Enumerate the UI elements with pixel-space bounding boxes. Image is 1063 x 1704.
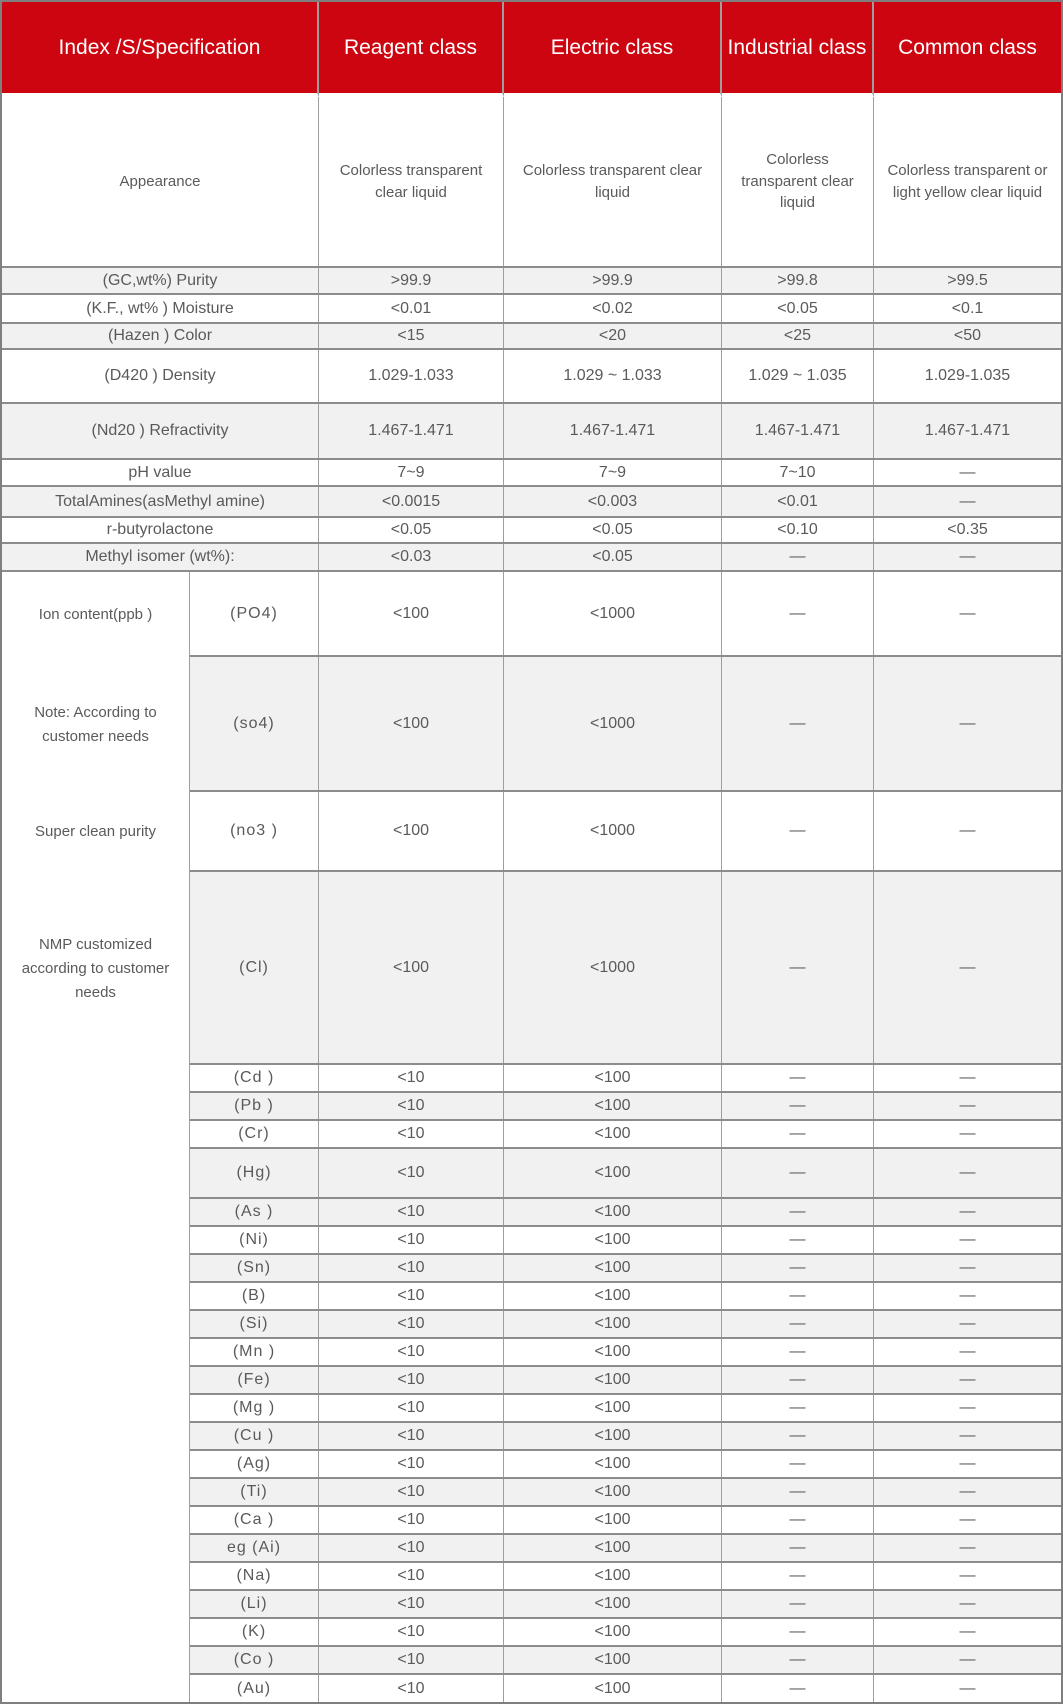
industrial-class-value: — — [722, 1675, 874, 1703]
reagent-class-value: <10 — [319, 1149, 504, 1197]
ion-row — [190, 1255, 1061, 1283]
spec-row-label: (D420 ) Density — [2, 350, 319, 402]
reagent-class-value: <10 — [319, 1283, 504, 1309]
electric-class-value: <100 — [504, 1149, 722, 1197]
spec-row — [2, 544, 1061, 572]
electric-class-value: <100 — [504, 1227, 722, 1253]
common-class-value: — — [959, 1287, 976, 1305]
reagent-class-value: 1.467-1.471 — [319, 404, 504, 458]
common-class-value: — — [959, 1427, 976, 1445]
industrial-class-value: — — [722, 1423, 874, 1449]
reagent-class-value: <10 — [319, 1647, 504, 1673]
electric-class-value: <100 — [504, 1093, 722, 1119]
industrial-class-value: — — [722, 1563, 874, 1589]
common-class-value: — — [959, 1259, 976, 1277]
reagent-class-value: <10 — [319, 1121, 504, 1147]
ion-row — [190, 1283, 1061, 1311]
industrial-class-value: 7~10 — [722, 460, 874, 485]
spec-row — [2, 324, 1061, 350]
reagent-class-value: <10 — [319, 1619, 504, 1645]
common-class-value: 1.029-1.035 — [924, 367, 1011, 385]
header-cell-electric-class: Electric class — [504, 2, 722, 97]
ion-row — [190, 1619, 1061, 1647]
reagent-class-value: <0.03 — [319, 544, 504, 570]
electric-class-value: <100 — [504, 1423, 722, 1449]
reagent-class-value: <10 — [319, 1199, 504, 1225]
spec-row-label: Appearance — [2, 97, 319, 266]
common-class-value: — — [959, 1069, 976, 1087]
reagent-class-value: <0.0015 — [319, 487, 504, 516]
common-class-value: — — [959, 1164, 976, 1182]
common-class-value: — — [959, 463, 976, 481]
ion-row — [190, 872, 1061, 1065]
spec-row-label: pH value — [2, 460, 319, 485]
common-class-value: — — [959, 1343, 976, 1361]
ion-name: (Cl) — [190, 872, 319, 1063]
common-class-value: <50 — [953, 327, 982, 345]
common-class-value: — — [959, 1511, 976, 1529]
ion-name: (Na) — [190, 1563, 319, 1589]
industrial-class-value: <0.01 — [722, 487, 874, 516]
reagent-class-value: <0.05 — [319, 518, 504, 542]
spec-row-label: (GC,wt%) Purity — [2, 268, 319, 293]
common-class-value: — — [959, 1595, 976, 1613]
industrial-class-value: — — [722, 1451, 874, 1477]
common-class-value: Colorless transparent or light yellow clear liquid — [887, 161, 1048, 201]
industrial-class-value: — — [722, 1149, 874, 1197]
ion-row — [190, 1451, 1061, 1479]
electric-class-value: <100 — [504, 1395, 722, 1421]
common-class-value: — — [959, 1483, 976, 1501]
industrial-class-value: — — [722, 1339, 874, 1365]
reagent-class-value: <10 — [319, 1339, 504, 1365]
reagent-class-value: <10 — [319, 1563, 504, 1589]
industrial-class-value: 1.029 ~ 1.035 — [722, 350, 874, 402]
electric-class-value: <0.02 — [504, 295, 722, 322]
ion-content-section — [2, 572, 1061, 1702]
ion-name: (K) — [190, 1619, 319, 1645]
common-class-value: 1.467-1.471 — [924, 422, 1011, 440]
ion-row — [190, 1065, 1061, 1093]
common-class-value: — — [959, 1680, 976, 1698]
reagent-class-value: <10 — [319, 1675, 504, 1703]
common-class-value: — — [959, 1203, 976, 1221]
electric-class-value: <1000 — [504, 792, 722, 870]
reagent-class-value: <10 — [319, 1367, 504, 1393]
electric-class-value: <1000 — [504, 872, 722, 1063]
spec-row-label: (Hazen ) Color — [2, 324, 319, 348]
ion-row — [190, 1227, 1061, 1255]
reagent-class-value: <10 — [319, 1395, 504, 1421]
industrial-class-value: — — [722, 872, 874, 1063]
ion-name: (PO4) — [190, 572, 319, 655]
reagent-class-value: <15 — [319, 324, 504, 348]
industrial-class-value: — — [722, 1591, 874, 1617]
common-class-value: — — [959, 1231, 976, 1249]
industrial-class-value: <0.10 — [722, 518, 874, 542]
industrial-class-value: — — [722, 1535, 874, 1561]
ion-name: (Mn ) — [190, 1339, 319, 1365]
spec-row — [2, 295, 1061, 324]
industrial-class-value: — — [722, 1647, 874, 1673]
reagent-class-value: <100 — [319, 872, 504, 1063]
reagent-class-value: <10 — [319, 1591, 504, 1617]
electric-class-value: Colorless transparent clear liquid — [504, 97, 722, 266]
common-class-value: — — [959, 604, 976, 622]
ion-name: (Pb ) — [190, 1093, 319, 1119]
electric-class-value: <100 — [504, 1507, 722, 1533]
ion-row — [190, 1339, 1061, 1367]
ion-name: (Hg) — [190, 1149, 319, 1197]
common-class-value: <0.1 — [951, 299, 984, 317]
ion-name: (Cd ) — [190, 1065, 319, 1091]
ion-row — [190, 1563, 1061, 1591]
industrial-class-value: — — [722, 1065, 874, 1091]
industrial-class-value: — — [722, 1121, 874, 1147]
electric-class-value: <100 — [504, 1535, 722, 1561]
industrial-class-value: — — [722, 1093, 874, 1119]
electric-class-value: 1.029 ~ 1.033 — [504, 350, 722, 402]
spec-row-label: (K.F., wt% ) Moisture — [2, 295, 319, 322]
reagent-class-value: <10 — [319, 1535, 504, 1561]
common-class-value: — — [959, 1651, 976, 1669]
table-header-row — [2, 2, 1061, 97]
industrial-class-value: — — [722, 657, 874, 790]
ion-row — [190, 792, 1061, 872]
industrial-class-value: — — [722, 544, 874, 570]
ion-row — [190, 1121, 1061, 1149]
ion-name: (Ca ) — [190, 1507, 319, 1533]
industrial-class-value: — — [722, 1479, 874, 1505]
common-class-value: — — [959, 1399, 976, 1417]
common-class-value: <0.35 — [947, 521, 988, 539]
ion-row — [190, 1093, 1061, 1121]
reagent-class-value: Colorless transparent clear liquid — [319, 97, 504, 266]
electric-class-value: <100 — [504, 1199, 722, 1225]
reagent-class-value: <10 — [319, 1479, 504, 1505]
common-class-value: — — [959, 958, 976, 976]
ion-row — [190, 1367, 1061, 1395]
spec-row — [2, 97, 1061, 268]
ion-row — [190, 1507, 1061, 1535]
ion-row — [190, 1311, 1061, 1339]
ion-row — [190, 1149, 1061, 1199]
electric-class-value: <0.05 — [504, 544, 722, 570]
electric-class-value: <100 — [504, 1647, 722, 1673]
electric-class-value: >99.9 — [504, 268, 722, 293]
side-column-empty-area — [2, 1065, 189, 1702]
reagent-class-value: <10 — [319, 1227, 504, 1253]
spec-row — [2, 268, 1061, 295]
ion-name: (Mg ) — [190, 1395, 319, 1421]
electric-class-value: <100 — [504, 1451, 722, 1477]
ion-row — [190, 1675, 1061, 1703]
header-cell-common-class: Common class — [874, 2, 1061, 97]
industrial-class-value: — — [722, 1227, 874, 1253]
ion-name: (B) — [190, 1283, 319, 1309]
reagent-class-value: <10 — [319, 1065, 504, 1091]
electric-class-value: <100 — [504, 1311, 722, 1337]
industrial-class-value: — — [722, 572, 874, 655]
ion-name: (Cr) — [190, 1121, 319, 1147]
ion-row — [190, 1591, 1061, 1619]
ion-row — [190, 1395, 1061, 1423]
ion-name: (Au) — [190, 1675, 319, 1703]
common-class-value: — — [959, 1623, 976, 1641]
common-class-value: — — [959, 1371, 976, 1389]
electric-class-value: <100 — [504, 1367, 722, 1393]
electric-class-value: <20 — [504, 324, 722, 348]
industrial-class-value: <25 — [722, 324, 874, 348]
ion-name: (Ti) — [190, 1479, 319, 1505]
ion-row — [190, 1479, 1061, 1507]
common-class-value: — — [959, 1455, 976, 1473]
industrial-class-value: — — [722, 1255, 874, 1281]
common-class-value: — — [959, 714, 976, 732]
reagent-class-value: <0.01 — [319, 295, 504, 322]
ion-row — [190, 572, 1061, 657]
reagent-class-value: <100 — [319, 657, 504, 790]
side-label-nmp-customized: NMP customized according to customer needs — [21, 935, 170, 1001]
common-class-value: — — [959, 1125, 976, 1143]
ion-name: (Cu ) — [190, 1423, 319, 1449]
industrial-class-value: — — [722, 1283, 874, 1309]
ion-name: (Ag) — [190, 1451, 319, 1477]
electric-class-value: <100 — [504, 1283, 722, 1309]
ion-row — [190, 1199, 1061, 1227]
ion-rows-block — [190, 572, 1061, 1702]
reagent-class-value: 7~9 — [319, 460, 504, 485]
industrial-class-value: — — [722, 792, 874, 870]
reagent-class-value: <100 — [319, 792, 504, 870]
common-class-value: — — [959, 822, 976, 840]
ion-row — [190, 1647, 1061, 1675]
electric-class-value: <100 — [504, 1121, 722, 1147]
reagent-class-value: <10 — [319, 1507, 504, 1533]
spec-row — [2, 460, 1061, 487]
ion-name: (Co ) — [190, 1647, 319, 1673]
electric-class-value: 1.467-1.471 — [504, 404, 722, 458]
header-cell-reagent-class: Reagent class — [319, 2, 504, 97]
common-class-value: — — [959, 1567, 976, 1585]
ion-name: (Si) — [190, 1311, 319, 1337]
industrial-class-value: — — [722, 1199, 874, 1225]
spec-row-label: TotalAmines(asMethyl amine) — [2, 487, 319, 516]
side-label-ion-content: Ion content(ppb ) — [38, 605, 153, 623]
industrial-class-value: Colorless transparent clear liquid — [722, 97, 874, 266]
common-class-value: — — [959, 1315, 976, 1333]
electric-class-value: <100 — [504, 1619, 722, 1645]
electric-class-value: <1000 — [504, 572, 722, 655]
side-label-super-clean-purity: Super clean purity — [35, 823, 156, 840]
reagent-class-value: >99.9 — [319, 268, 504, 293]
electric-class-value: <0.05 — [504, 518, 722, 542]
reagent-class-value: <10 — [319, 1093, 504, 1119]
industrial-class-value: — — [722, 1395, 874, 1421]
ion-name: (Li) — [190, 1591, 319, 1617]
ion-row — [190, 1535, 1061, 1563]
industrial-class-value: — — [722, 1507, 874, 1533]
ion-name: (As ) — [190, 1199, 319, 1225]
common-class-value: — — [959, 1539, 976, 1557]
electric-class-value: <100 — [504, 1591, 722, 1617]
header-cell-index-specification: Index /S/Specification — [2, 2, 319, 97]
common-class-value: — — [959, 492, 976, 510]
ion-side-column — [2, 572, 190, 1702]
spec-row-label: r-butyrolactone — [2, 518, 319, 542]
ion-row — [190, 1423, 1061, 1451]
spec-row — [2, 487, 1061, 518]
industrial-class-value: >99.8 — [722, 268, 874, 293]
common-class-value: >99.5 — [947, 271, 988, 289]
industrial-class-value: <0.05 — [722, 295, 874, 322]
spec-row — [2, 518, 1061, 544]
electric-class-value: <100 — [504, 1675, 722, 1703]
electric-class-value: 7~9 — [504, 460, 722, 485]
ion-name: (Fe) — [190, 1367, 319, 1393]
ion-name: eg (Ai) — [190, 1535, 319, 1561]
reagent-class-value: 1.029-1.033 — [319, 350, 504, 402]
electric-class-value: <100 — [504, 1563, 722, 1589]
reagent-class-value: <10 — [319, 1255, 504, 1281]
header-cell-industrial-class: Industrial class — [722, 2, 874, 97]
electric-class-value: <1000 — [504, 657, 722, 790]
reagent-class-value: <10 — [319, 1311, 504, 1337]
side-label-note-customer-needs: Note: According to customer needs — [34, 703, 157, 745]
electric-class-value: <100 — [504, 1255, 722, 1281]
common-class-value: — — [959, 1097, 976, 1115]
ion-name: (Sn) — [190, 1255, 319, 1281]
reagent-class-value: <10 — [319, 1451, 504, 1477]
electric-class-value: <100 — [504, 1339, 722, 1365]
ion-row — [190, 657, 1061, 792]
spec-row — [2, 350, 1061, 404]
ion-name: (no3 ) — [190, 792, 319, 870]
ion-name: (Ni) — [190, 1227, 319, 1253]
industrial-class-value: — — [722, 1367, 874, 1393]
spec-row-label: Methyl isomer (wt%): — [2, 544, 319, 570]
electric-class-value: <0.003 — [504, 487, 722, 516]
industrial-class-value: — — [722, 1619, 874, 1645]
reagent-class-value: <10 — [319, 1423, 504, 1449]
spec-row-label: (Nd20 ) Refractivity — [2, 404, 319, 458]
common-class-value: — — [959, 548, 976, 566]
electric-class-value: <100 — [504, 1065, 722, 1091]
ion-name: (so4) — [190, 657, 319, 790]
spec-rows-block — [2, 97, 1061, 572]
reagent-class-value: <100 — [319, 572, 504, 655]
electric-class-value: <100 — [504, 1479, 722, 1505]
industrial-class-value: — — [722, 1311, 874, 1337]
spec-row — [2, 404, 1061, 460]
industrial-class-value: 1.467-1.471 — [722, 404, 874, 458]
